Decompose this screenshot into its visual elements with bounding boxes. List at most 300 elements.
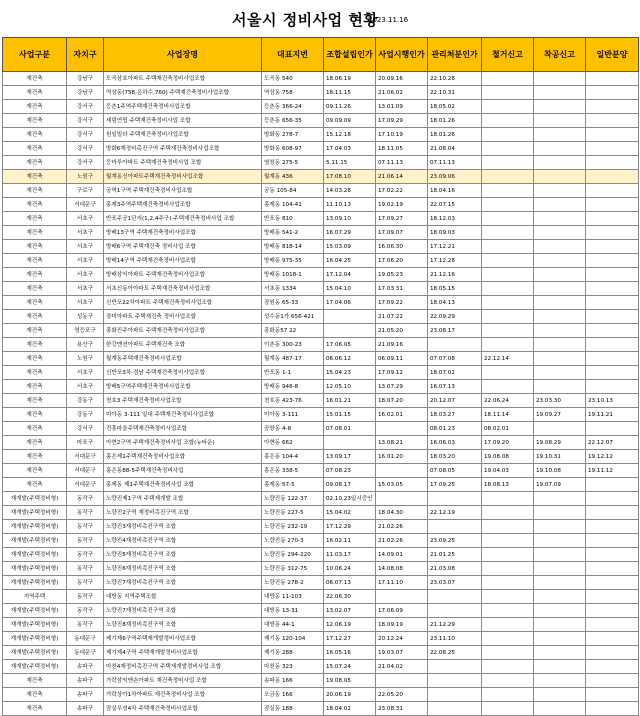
table-cell[interactable]: 노량진3재정비촉진구역 조합 <box>104 520 262 534</box>
table-cell[interactable]: 미아동 3-111 <box>262 408 324 422</box>
table-cell[interactable]: 서초구 <box>67 240 104 254</box>
table-cell[interactable]: 14.08.08 <box>376 562 428 576</box>
table-cell[interactable]: 17.09.12 <box>376 366 428 380</box>
table-cell[interactable] <box>534 618 586 632</box>
table-cell[interactable]: 미아동 3-111 일대 주택재건축정비사업조합 <box>104 408 262 422</box>
table-cell[interactable] <box>428 590 482 604</box>
table-row[interactable] <box>3 128 639 142</box>
table-cell[interactable]: 재개발(주택정비형) <box>3 562 67 576</box>
table-row[interactable] <box>3 618 639 632</box>
table-cell[interactable]: 노량진5재정비촉진구역 조합 <box>104 548 262 562</box>
table-cell[interactable]: 역삼동 758 <box>262 86 324 100</box>
table-cell[interactable]: 17.09.20 <box>482 436 534 450</box>
table-row[interactable] <box>3 674 639 688</box>
table-row[interactable] <box>3 450 639 464</box>
table-cell[interactable]: 19.12.12 <box>586 450 639 464</box>
table-cell[interactable] <box>534 296 586 310</box>
table-row[interactable] <box>3 478 639 492</box>
table-cell[interactable] <box>586 240 639 254</box>
table-cell[interactable]: 19.10.31 <box>534 450 586 464</box>
table-cell[interactable] <box>586 268 639 282</box>
table-cell[interactable]: 18.11.15 <box>324 86 376 100</box>
table-cell[interactable]: 노원구 <box>67 352 104 366</box>
table-cell[interactable]: 노량진동 227-5 <box>262 506 324 520</box>
table-cell[interactable]: 재개발(주택정비형) <box>3 604 67 618</box>
table-cell[interactable]: 방화6재정비촉진구역 주택재건축정비사업조합 <box>104 142 262 156</box>
table-cell[interactable]: 홍제동 57-5 <box>262 478 324 492</box>
table-cell[interactable]: 서초신동아아파트 주택재건축정비사업조합 <box>104 282 262 296</box>
table-row[interactable] <box>3 156 639 170</box>
table-cell[interactable] <box>586 254 639 268</box>
table-cell[interactable]: 16.06.30 <box>376 240 428 254</box>
table-cell[interactable] <box>482 674 534 688</box>
table-cell[interactable] <box>586 310 639 324</box>
table-row[interactable] <box>3 254 639 268</box>
table-cell[interactable]: 재개발(주택정비형) <box>3 618 67 632</box>
table-cell[interactable] <box>586 198 639 212</box>
table-cell[interactable]: 재건축 <box>3 450 67 464</box>
table-cell[interactable]: 09.08.17 <box>324 478 376 492</box>
table-cell[interactable]: 재건축 <box>3 156 67 170</box>
table-cell[interactable]: 11.03.17 <box>324 548 376 562</box>
table-cell[interactable] <box>376 590 428 604</box>
table-cell[interactable]: 재건축 <box>3 72 67 86</box>
table-cell[interactable] <box>586 212 639 226</box>
table-cell[interactable]: 15.03.05 <box>376 478 428 492</box>
table-cell[interactable]: 19.02.19 <box>376 198 428 212</box>
table-cell[interactable] <box>482 254 534 268</box>
table-cell[interactable]: 10.06.24 <box>324 562 376 576</box>
table-row[interactable] <box>3 534 639 548</box>
table-cell[interactable] <box>586 72 639 86</box>
table-row[interactable] <box>3 366 639 380</box>
table-cell[interactable] <box>534 114 586 128</box>
table-cell[interactable]: 잠실동 188 <box>262 702 324 716</box>
table-cell[interactable]: 11.10.13 <box>324 198 376 212</box>
table-cell[interactable]: 동작구 <box>67 492 104 506</box>
table-cell[interactable]: 천호동 423-76 <box>262 394 324 408</box>
table-cell[interactable]: 07.07.08 <box>428 352 482 366</box>
table-cell[interactable]: 도곡삼호아파트 주택재건축정비사업조합 <box>104 72 262 86</box>
table-cell[interactable] <box>586 618 639 632</box>
table-cell[interactable]: 홍은동 104-4 <box>262 450 324 464</box>
table-cell[interactable]: 18.07.20 <box>376 394 428 408</box>
table-row[interactable] <box>3 170 639 184</box>
table-cell[interactable]: 재건축 <box>3 436 67 450</box>
table-cell[interactable]: 홍은동88-5주택재건축정비사업 <box>104 464 262 478</box>
table-cell[interactable]: 반포동 1-1 <box>262 366 324 380</box>
table-cell[interactable] <box>534 156 586 170</box>
table-row[interactable] <box>3 436 639 450</box>
table-cell[interactable]: 재개발(주택정비형) <box>3 520 67 534</box>
table-cell[interactable] <box>534 422 586 436</box>
table-cell[interactable] <box>586 156 639 170</box>
table-cell[interactable]: 가락삼익맨숀아파트 재건축정비사업 조합 <box>104 674 262 688</box>
table-cell[interactable] <box>534 534 586 548</box>
table-cell[interactable]: 20.06.19 <box>324 688 376 702</box>
table-cell[interactable]: 성동구 <box>67 310 104 324</box>
table-cell[interactable] <box>586 380 639 394</box>
table-cell[interactable]: 서초구 <box>67 254 104 268</box>
column-header[interactable]: 일반분양 <box>586 38 639 72</box>
table-cell[interactable]: 동작구 <box>67 590 104 604</box>
table-cell[interactable]: 16.02.01 <box>376 408 428 422</box>
table-cell[interactable]: 역삼동(758,은하수,760) 주택재건축정비사업조합 <box>104 86 262 100</box>
column-header[interactable]: 자치구 <box>67 38 104 72</box>
table-cell[interactable]: 15.07.24 <box>324 660 376 674</box>
table-cell[interactable]: 서초구 <box>67 268 104 282</box>
table-cell[interactable]: 20.12.24 <box>376 632 428 646</box>
table-cell[interactable]: 방화동 278-7 <box>262 128 324 142</box>
table-cell[interactable] <box>534 688 586 702</box>
table-cell[interactable]: 18.04.30 <box>376 506 428 520</box>
table-cell[interactable]: 재건축 <box>3 268 67 282</box>
table-cell[interactable] <box>534 212 586 226</box>
table-cell[interactable]: 노량진제1구역 주택재개발 조합 <box>104 492 262 506</box>
table-cell[interactable]: 이촌동 300-23 <box>262 338 324 352</box>
table-cell[interactable] <box>586 338 639 352</box>
table-cell[interactable]: 서대문구 <box>67 450 104 464</box>
table-cell[interactable]: 강동구 <box>67 408 104 422</box>
table-cell[interactable] <box>376 464 428 478</box>
table-cell[interactable]: 재건축 <box>3 114 67 128</box>
table-cell[interactable]: 서대문구 <box>67 198 104 212</box>
table-cell[interactable]: 17.04.06 <box>324 296 376 310</box>
table-cell[interactable] <box>534 702 586 716</box>
table-cell[interactable]: 공항동 4-8 <box>262 422 324 436</box>
table-cell[interactable] <box>428 338 482 352</box>
column-header[interactable]: 착공신고 <box>534 38 586 72</box>
table-cell[interactable] <box>482 338 534 352</box>
table-cell[interactable]: 동대문구 <box>67 632 104 646</box>
table-row[interactable] <box>3 422 639 436</box>
table-cell[interactable] <box>586 128 639 142</box>
table-cell[interactable] <box>534 310 586 324</box>
table-cell[interactable]: 재개발(주택정비형) <box>3 548 67 562</box>
table-cell[interactable]: 서대문구 <box>67 464 104 478</box>
table-cell[interactable]: 17.06.09 <box>376 604 428 618</box>
table-cell[interactable] <box>482 226 534 240</box>
table-cell[interactable]: 23.09.25 <box>428 534 482 548</box>
table-cell[interactable] <box>482 548 534 562</box>
table-cell[interactable]: 재개발(주택정비형) <box>3 506 67 520</box>
table-cell[interactable] <box>534 226 586 240</box>
table-cell[interactable]: 21.12.29 <box>428 618 482 632</box>
table-cell[interactable]: 아현동 662 <box>262 436 324 450</box>
table-row[interactable] <box>3 198 639 212</box>
table-row[interactable] <box>3 226 639 240</box>
table-cell[interactable] <box>586 674 639 688</box>
table-cell[interactable]: 노량진7재정비촉진구역 조합 <box>104 576 262 590</box>
table-cell[interactable]: 재건축 <box>3 296 67 310</box>
table-cell[interactable]: 23.08.17 <box>428 324 482 338</box>
table-cell[interactable]: 염창동 275-5 <box>262 156 324 170</box>
table-cell[interactable]: 방배14구역 주택재건축정비사업조합 <box>104 254 262 268</box>
table-row[interactable] <box>3 240 639 254</box>
table-cell[interactable]: 노량진동 294-220 <box>262 548 324 562</box>
table-cell[interactable]: 신반포3차·경남 주택재건축정비사업조합 <box>104 366 262 380</box>
table-cell[interactable] <box>324 436 376 450</box>
table-cell[interactable]: 17.06.05 <box>324 338 376 352</box>
table-cell[interactable]: 서초구 <box>67 380 104 394</box>
table-cell[interactable]: 홍제3주역주택재건축정비사업조합 <box>104 198 262 212</box>
table-cell[interactable]: 등촌동 656-35 <box>262 114 324 128</box>
table-cell[interactable]: 재건축 <box>3 338 67 352</box>
table-cell[interactable]: 16.07.29 <box>324 226 376 240</box>
table-cell[interactable]: 13.09.10 <box>324 212 376 226</box>
table-cell[interactable]: 18.03.20 <box>428 450 482 464</box>
table-row[interactable] <box>3 408 639 422</box>
table-cell[interactable]: 02.10.23일시증인 <box>324 492 376 506</box>
table-cell[interactable]: 06.09.11 <box>376 352 428 366</box>
table-cell[interactable]: 재건축 <box>3 394 67 408</box>
table-cell[interactable]: 대방동 44-1 <box>262 618 324 632</box>
table-cell[interactable] <box>534 506 586 520</box>
table-cell[interactable] <box>534 366 586 380</box>
table-cell[interactable]: 재건축 <box>3 226 67 240</box>
table-cell[interactable]: 07.08.05 <box>428 464 482 478</box>
table-row[interactable] <box>3 604 639 618</box>
table-cell[interactable] <box>482 618 534 632</box>
table-cell[interactable]: 재개발(주택정비형) <box>3 632 67 646</box>
table-cell[interactable]: 17.04.03 <box>324 142 376 156</box>
table-cell[interactable]: 17.10.19 <box>376 128 428 142</box>
table-cell[interactable] <box>586 100 639 114</box>
table-cell[interactable] <box>534 128 586 142</box>
table-cell[interactable] <box>534 268 586 282</box>
table-cell[interactable]: 19.11.12 <box>586 464 639 478</box>
table-cell[interactable] <box>534 240 586 254</box>
table-cell[interactable]: 용산구 <box>67 338 104 352</box>
table-cell[interactable]: 세림연립 주택재건축정비사업 조합 <box>104 114 262 128</box>
table-cell[interactable]: 노량진동 312-75 <box>262 562 324 576</box>
table-cell[interactable]: 반포주공1단지(1,2,4주구) 주택재건축정비사업 조합 <box>104 212 262 226</box>
table-cell[interactable]: 방배6구역 주택재건축 정비사업 조합 <box>104 240 262 254</box>
table-cell[interactable]: 18.01.26 <box>428 114 482 128</box>
table-cell[interactable]: 21.01.25 <box>428 548 482 562</box>
table-cell[interactable]: 17.06.20 <box>376 254 428 268</box>
table-cell[interactable]: 마천4재정비촉진구역 주택재개발정비사업 조합 <box>104 660 262 674</box>
table-cell[interactable]: 방배동 946-8 <box>262 380 324 394</box>
table-cell[interactable]: 제기동 288 <box>262 646 324 660</box>
table-cell[interactable]: 08.02.01 <box>482 422 534 436</box>
table-cell[interactable]: 방배13구역 주택재건축정비사업조합 <box>104 226 262 240</box>
table-cell[interactable]: 22.10.31 <box>428 86 482 100</box>
table-cell[interactable]: 서초구 <box>67 296 104 310</box>
table-cell[interactable]: 재건축 <box>3 674 67 688</box>
table-cell[interactable]: 21.04.02 <box>376 660 428 674</box>
table-cell[interactable]: 재건축 <box>3 254 67 268</box>
column-header[interactable]: 사업구분 <box>3 38 67 72</box>
table-cell[interactable]: 노량진동 270-3 <box>262 534 324 548</box>
table-cell[interactable]: 노량진6재정비촉진구역 조합 <box>104 562 262 576</box>
table-cell[interactable]: 19.08.08 <box>482 450 534 464</box>
table-cell[interactable]: 재건축 <box>3 464 67 478</box>
table-cell[interactable]: 흥화동57 22 <box>262 324 324 338</box>
table-cell[interactable]: 도곡동 540 <box>262 72 324 86</box>
table-cell[interactable]: 19.04.03 <box>482 464 534 478</box>
table-cell[interactable]: 노량진2구역 재정비촉진구역 조합 <box>104 506 262 520</box>
table-cell[interactable]: 21.09.16 <box>376 338 428 352</box>
table-cell[interactable] <box>534 646 586 660</box>
table-cell[interactable]: 17.09.22 <box>376 296 428 310</box>
table-cell[interactable] <box>482 702 534 716</box>
table-cell[interactable] <box>586 688 639 702</box>
table-cell[interactable]: 아현2구역 주택재건축정비사업 조합(뉴타운) <box>104 436 262 450</box>
table-cell[interactable]: 18.04.02 <box>324 702 376 716</box>
table-cell[interactable]: 송파구 <box>67 674 104 688</box>
table-row[interactable] <box>3 506 639 520</box>
column-header[interactable]: 대표지번 <box>262 38 324 72</box>
table-cell[interactable] <box>534 674 586 688</box>
table-cell[interactable]: 제기제4구역 주택재개발정비사업조합 <box>104 646 262 660</box>
table-cell[interactable]: 강동구 <box>67 394 104 408</box>
table-cell[interactable]: 재건축 <box>3 170 67 184</box>
table-cell[interactable]: 22.12.07 <box>586 436 639 450</box>
table-cell[interactable] <box>482 604 534 618</box>
table-cell[interactable]: 18.04.16 <box>428 184 482 198</box>
table-cell[interactable] <box>534 86 586 100</box>
table-row[interactable] <box>3 338 639 352</box>
table-row[interactable] <box>3 142 639 156</box>
table-cell[interactable]: 18.09.19 <box>376 618 428 632</box>
table-cell[interactable]: 12.06.19 <box>324 618 376 632</box>
table-row[interactable] <box>3 268 639 282</box>
table-cell[interactable]: 20.12.07 <box>428 394 482 408</box>
table-cell[interactable]: 노량진동 278-2 <box>262 576 324 590</box>
table-cell[interactable] <box>482 380 534 394</box>
table-cell[interactable]: 18.08.13 <box>482 478 534 492</box>
table-cell[interactable]: 09.11.26 <box>324 100 376 114</box>
table-cell[interactable]: 재건축 <box>3 702 67 716</box>
table-cell[interactable]: 17.09.27 <box>376 212 428 226</box>
table-cell[interactable]: 21.02.26 <box>376 534 428 548</box>
table-cell[interactable]: 홍제동 제1주택재건축정비사업 조합 <box>104 478 262 492</box>
table-cell[interactable] <box>428 660 482 674</box>
table-row[interactable] <box>3 114 639 128</box>
table-cell[interactable]: 송파구 <box>67 688 104 702</box>
table-cell[interactable]: 17.12.27 <box>324 632 376 646</box>
table-cell[interactable]: 재건축 <box>3 366 67 380</box>
table-cell[interactable]: 재개발(주택정비형) <box>3 660 67 674</box>
table-cell[interactable]: 한강맨션아파트 주택재건축 조합 <box>104 338 262 352</box>
table-row[interactable] <box>3 310 639 324</box>
table-cell[interactable] <box>534 142 586 156</box>
table-cell[interactable] <box>586 562 639 576</box>
table-cell[interactable]: 19.08.29 <box>534 436 586 450</box>
table-cell[interactable]: 등마루아파트 주택재건축정비사업 조합 <box>104 156 262 170</box>
table-cell[interactable]: 재건축 <box>3 324 67 338</box>
table-cell[interactable]: 재건축 <box>3 142 67 156</box>
table-cell[interactable]: 서초구 <box>67 226 104 240</box>
table-cell[interactable]: 동작구 <box>67 534 104 548</box>
table-cell[interactable] <box>534 576 586 590</box>
table-cell[interactable]: 오금동 166 <box>262 688 324 702</box>
table-cell[interactable] <box>586 86 639 100</box>
table-cell[interactable]: 06.07.13 <box>324 576 376 590</box>
table-row[interactable] <box>3 100 639 114</box>
table-cell[interactable] <box>586 142 639 156</box>
table-cell[interactable] <box>586 324 639 338</box>
table-cell[interactable]: 17.09.25 <box>428 478 482 492</box>
table-cell[interactable] <box>428 492 482 506</box>
table-cell[interactable]: 15.04.23 <box>324 366 376 380</box>
table-cell[interactable] <box>482 142 534 156</box>
table-cell[interactable]: 송파구 <box>67 660 104 674</box>
column-header[interactable]: 관리처분인가 <box>428 38 482 72</box>
table-cell[interactable] <box>482 366 534 380</box>
table-cell[interactable]: 재개발(주택정비형) <box>3 646 67 660</box>
table-cell[interactable]: 12.05.10 <box>324 380 376 394</box>
table-cell[interactable]: 21.12.16 <box>428 268 482 282</box>
table-cell[interactable]: 궁역1구역 주택재건축정비사업조합 <box>104 184 262 198</box>
table-cell[interactable]: 강남구 <box>67 86 104 100</box>
table-row[interactable] <box>3 548 639 562</box>
table-cell[interactable]: 18.11.14 <box>482 408 534 422</box>
table-cell[interactable]: 17.02.22 <box>376 184 428 198</box>
table-cell[interactable]: 잠원동 65-33 <box>262 296 324 310</box>
table-cell[interactable]: 재건축 <box>3 184 67 198</box>
table-cell[interactable]: 등촌1주역주택재건축정비사업조합 <box>104 100 262 114</box>
column-header[interactable]: 철거신고 <box>482 38 534 72</box>
table-cell[interactable]: 09.09.09 <box>324 114 376 128</box>
table-cell[interactable]: 5.11.15 <box>324 156 376 170</box>
table-cell[interactable]: 재건축 <box>3 86 67 100</box>
table-cell[interactable] <box>534 100 586 114</box>
table-cell[interactable]: 17.11.10 <box>376 576 428 590</box>
table-cell[interactable]: 흥화진주아파트 주택재건축정비사업조합 <box>104 324 262 338</box>
table-cell[interactable]: 대방동 13-31 <box>262 604 324 618</box>
table-cell[interactable]: 18.06.19 <box>324 72 376 86</box>
table-cell[interactable] <box>482 660 534 674</box>
table-cell[interactable]: 등촌동 366-24 <box>262 100 324 114</box>
table-cell[interactable]: 14.03.28 <box>324 184 376 198</box>
table-row[interactable] <box>3 380 639 394</box>
table-cell[interactable]: 23.03.07 <box>428 576 482 590</box>
table-cell[interactable]: 재개발(주택정비형) <box>3 492 67 506</box>
table-cell[interactable]: 13.08.21 <box>376 436 428 450</box>
table-cell[interactable] <box>482 576 534 590</box>
table-cell[interactable] <box>482 520 534 534</box>
table-cell[interactable] <box>482 590 534 604</box>
table-cell[interactable] <box>482 170 534 184</box>
table-cell[interactable]: 17.12.29 <box>324 520 376 534</box>
table-cell[interactable]: 17.08.10 <box>324 170 376 184</box>
table-cell[interactable]: 강서구 <box>67 156 104 170</box>
table-cell[interactable] <box>482 184 534 198</box>
table-cell[interactable] <box>586 506 639 520</box>
table-cell[interactable] <box>534 184 586 198</box>
table-cell[interactable] <box>586 422 639 436</box>
table-cell[interactable]: 08.01.23 <box>428 422 482 436</box>
table-cell[interactable]: 17.12.28 <box>428 254 482 268</box>
table-cell[interactable]: 23.09.06 <box>428 170 482 184</box>
table-cell[interactable]: 16.06.03 <box>428 436 482 450</box>
table-cell[interactable]: 21.05.20 <box>376 324 428 338</box>
table-cell[interactable]: 17.12.04 <box>324 268 376 282</box>
table-cell[interactable]: 07.08.01 <box>324 422 376 436</box>
table-row[interactable] <box>3 492 639 506</box>
table-row[interactable] <box>3 464 639 478</box>
table-row[interactable] <box>3 688 639 702</box>
table-cell[interactable]: 18.12.03 <box>428 212 482 226</box>
table-cell[interactable]: 19.07.09 <box>534 478 586 492</box>
table-cell[interactable]: 방배동 1018-1 <box>262 268 324 282</box>
table-cell[interactable] <box>428 520 482 534</box>
table-cell[interactable]: 16.01.21 <box>324 394 376 408</box>
table-cell[interactable]: 마포구 <box>67 436 104 450</box>
table-cell[interactable]: 재건축 <box>3 240 67 254</box>
